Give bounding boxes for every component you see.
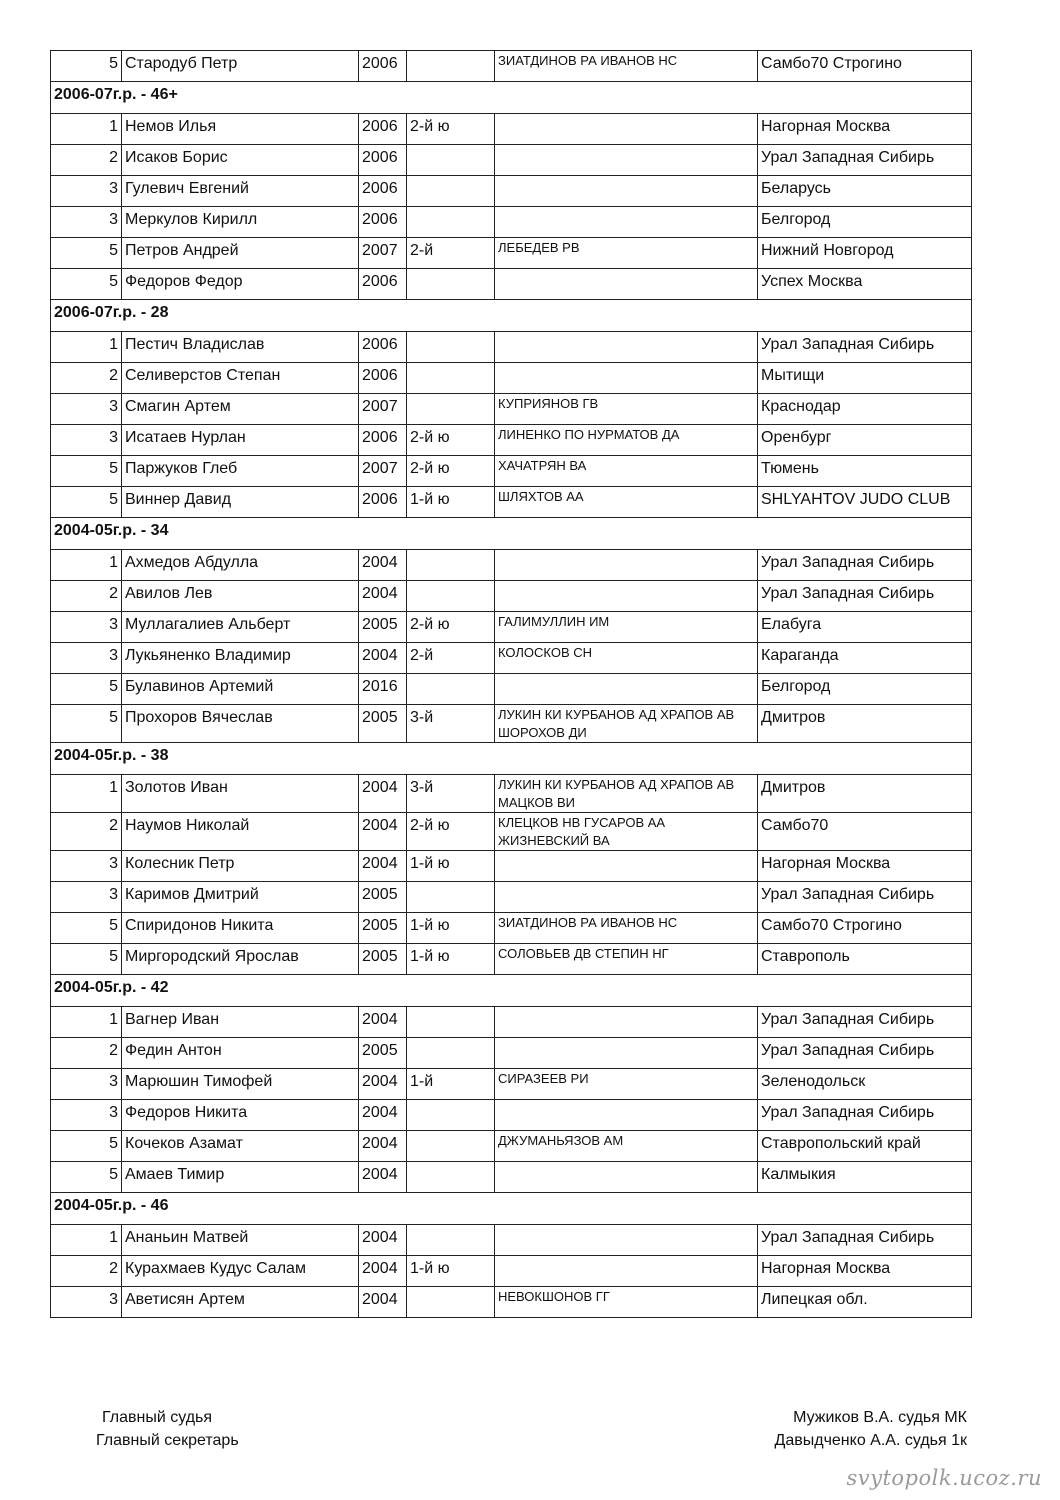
result-row xyxy=(51,207,972,238)
sport-rank-cell: 1-й xyxy=(407,1069,495,1100)
result-row xyxy=(51,851,972,882)
club-cell: Липецкая обл. xyxy=(758,1287,972,1318)
birth-year-cell: 2004 xyxy=(359,1287,407,1318)
coach-cell xyxy=(495,269,758,300)
coach-cell xyxy=(495,851,758,882)
place-cell: 3 xyxy=(51,882,122,913)
chief-secretary-label: Главный секретарь xyxy=(96,1432,239,1449)
athlete-name-cell: Спиридонов Никита xyxy=(122,913,359,944)
coach-cell xyxy=(495,1007,758,1038)
athlete-name-cell: Наумов Николай xyxy=(122,813,359,851)
sport-rank-cell: 2-й xyxy=(407,238,495,269)
athlete-name-cell: Вагнер Иван xyxy=(122,1007,359,1038)
athlete-name-cell: Авилов Лев xyxy=(122,581,359,612)
club-cell: Урал Западная Сибирь xyxy=(758,550,972,581)
athlete-name-cell: Гулевич Евгений xyxy=(122,176,359,207)
birth-year-cell: 2006 xyxy=(359,145,407,176)
sport-rank-cell xyxy=(407,1100,495,1131)
athlete-name-cell: Курахмаев Кудус Салам xyxy=(122,1256,359,1287)
athlete-name-cell: Исаков Борис xyxy=(122,145,359,176)
birth-year-cell: 2006 xyxy=(359,114,407,145)
place-cell: 1 xyxy=(51,332,122,363)
birth-year-cell: 2004 xyxy=(359,813,407,851)
weight-category-label: 2004-05г.р. - 42 xyxy=(51,975,972,1007)
athlete-name-cell: Паржуков Глеб xyxy=(122,456,359,487)
coach-cell xyxy=(495,176,758,207)
weight-category-label: 2004-05г.р. - 38 xyxy=(51,743,972,775)
club-cell: Ставропольский край xyxy=(758,1131,972,1162)
place-cell: 5 xyxy=(51,1131,122,1162)
sport-rank-cell: 2-й ю xyxy=(407,456,495,487)
club-cell: Караганда xyxy=(758,643,972,674)
result-row xyxy=(51,269,972,300)
athlete-name-cell: Федоров Никита xyxy=(122,1100,359,1131)
club-cell: Нагорная Москва xyxy=(758,1256,972,1287)
athlete-name-cell: Пестич Владислав xyxy=(122,332,359,363)
club-cell: Урал Западная Сибирь xyxy=(758,1225,972,1256)
weight-category-label: 2004-05г.р. - 34 xyxy=(51,518,972,550)
club-cell: Дмитров xyxy=(758,775,972,813)
club-cell: Урал Западная Сибирь xyxy=(758,882,972,913)
place-cell: 5 xyxy=(51,487,122,518)
result-row xyxy=(51,1100,972,1131)
birth-year-cell: 2006 xyxy=(359,51,407,82)
sport-rank-cell xyxy=(407,550,495,581)
result-row xyxy=(51,332,972,363)
coach-cell: СОЛОВЬЕВ ДВ СТЕПИН НГ xyxy=(495,944,758,975)
birth-year-cell: 2007 xyxy=(359,456,407,487)
club-cell: SHLYAHTOV JUDO CLUB xyxy=(758,487,972,518)
club-cell: Урал Западная Сибирь xyxy=(758,1100,972,1131)
sport-rank-cell xyxy=(407,1287,495,1318)
place-cell: 1 xyxy=(51,114,122,145)
coach-cell xyxy=(495,1038,758,1069)
athlete-name-cell: Булавинов Артемий xyxy=(122,674,359,705)
place-cell: 1 xyxy=(51,1225,122,1256)
coach-cell: СИРАЗЕЕВ РИ xyxy=(495,1069,758,1100)
result-row xyxy=(51,394,972,425)
club-cell: Зеленодольск xyxy=(758,1069,972,1100)
birth-year-cell: 2004 xyxy=(359,643,407,674)
result-row xyxy=(51,674,972,705)
sport-rank-cell xyxy=(407,1007,495,1038)
coach-cell xyxy=(495,114,758,145)
place-cell: 2 xyxy=(51,813,122,851)
club-cell: Ставрополь xyxy=(758,944,972,975)
coach-cell: ГАЛИМУЛЛИН ИМ xyxy=(495,612,758,643)
result-row xyxy=(51,1069,972,1100)
place-cell: 2 xyxy=(51,1038,122,1069)
club-cell: Урал Западная Сибирь xyxy=(758,581,972,612)
result-row xyxy=(51,363,972,394)
place-cell: 3 xyxy=(51,643,122,674)
coach-cell: КЛЕЦКОВ НВ ГУСАРОВ АА ЖИЗНЕВСКИЙ ВА xyxy=(495,813,758,851)
birth-year-cell: 2004 xyxy=(359,1162,407,1193)
sport-rank-cell: 3-й xyxy=(407,775,495,813)
weight-category-row xyxy=(51,300,972,332)
athlete-name-cell: Муллагалиев Альберт xyxy=(122,612,359,643)
sport-rank-cell xyxy=(407,1162,495,1193)
birth-year-cell: 2016 xyxy=(359,674,407,705)
site-watermark: svytopolk.ucoz.ru xyxy=(846,1466,1042,1490)
athlete-name-cell: Федин Антон xyxy=(122,1038,359,1069)
place-cell: 5 xyxy=(51,705,122,743)
place-cell: 3 xyxy=(51,394,122,425)
club-cell: Урал Западная Сибирь xyxy=(758,332,972,363)
result-row xyxy=(51,1131,972,1162)
birth-year-cell: 2004 xyxy=(359,581,407,612)
athlete-name-cell: Федоров Федор xyxy=(122,269,359,300)
result-row xyxy=(51,1007,972,1038)
coach-cell: КУПРИЯНОВ ГВ xyxy=(495,394,758,425)
sport-rank-cell xyxy=(407,674,495,705)
coach-cell xyxy=(495,1256,758,1287)
coach-cell: ШЛЯХТОВ АА xyxy=(495,487,758,518)
place-cell: 5 xyxy=(51,456,122,487)
athlete-name-cell: Селиверстов Степан xyxy=(122,363,359,394)
birth-year-cell: 2006 xyxy=(359,487,407,518)
athlete-name-cell: Амаев Тимир xyxy=(122,1162,359,1193)
sport-rank-cell xyxy=(407,176,495,207)
coach-cell: ДЖУМАНЬЯЗОВ АМ xyxy=(495,1131,758,1162)
place-cell: 2 xyxy=(51,581,122,612)
sport-rank-cell xyxy=(407,581,495,612)
place-cell: 3 xyxy=(51,612,122,643)
sport-rank-cell: 1-й ю xyxy=(407,1256,495,1287)
birth-year-cell: 2005 xyxy=(359,913,407,944)
weight-category-label: 2006-07г.р. - 46+ xyxy=(51,82,972,114)
birth-year-cell: 2004 xyxy=(359,1007,407,1038)
place-cell: 3 xyxy=(51,1069,122,1100)
weight-category-row xyxy=(51,975,972,1007)
club-cell: Елабуга xyxy=(758,612,972,643)
weight-category-row xyxy=(51,743,972,775)
place-cell: 5 xyxy=(51,51,122,82)
athlete-name-cell: Ахмедов Абдулла xyxy=(122,550,359,581)
sport-rank-cell: 2-й ю xyxy=(407,425,495,456)
birth-year-cell: 2004 xyxy=(359,851,407,882)
coach-cell xyxy=(495,581,758,612)
athlete-name-cell: Миргородский Ярослав xyxy=(122,944,359,975)
place-cell: 1 xyxy=(51,775,122,813)
result-row xyxy=(51,550,972,581)
weight-category-row xyxy=(51,518,972,550)
birth-year-cell: 2005 xyxy=(359,612,407,643)
coach-cell xyxy=(495,1100,758,1131)
sport-rank-cell xyxy=(407,882,495,913)
result-row xyxy=(51,238,972,269)
weight-category-label: 2006-07г.р. - 28 xyxy=(51,300,972,332)
club-cell: Тюмень xyxy=(758,456,972,487)
result-row xyxy=(51,1162,972,1193)
place-cell: 5 xyxy=(51,913,122,944)
athlete-name-cell: Петров Андрей xyxy=(122,238,359,269)
club-cell: Краснодар xyxy=(758,394,972,425)
birth-year-cell: 2006 xyxy=(359,176,407,207)
birth-year-cell: 2007 xyxy=(359,238,407,269)
athlete-name-cell: Прохоров Вячеслав xyxy=(122,705,359,743)
athlete-name-cell: Меркулов Кирилл xyxy=(122,207,359,238)
athlete-name-cell: Немов Илья xyxy=(122,114,359,145)
sport-rank-cell: 2-й ю xyxy=(407,612,495,643)
sport-rank-cell: 1-й ю xyxy=(407,851,495,882)
club-cell: Дмитров xyxy=(758,705,972,743)
club-cell: Урал Западная Сибирь xyxy=(758,1038,972,1069)
club-cell: Самбо70 Строгино xyxy=(758,51,972,82)
coach-cell xyxy=(495,882,758,913)
coach-cell: ЛИНЕНКО ПО НУРМАТОВ ДА xyxy=(495,425,758,456)
result-row xyxy=(51,425,972,456)
sport-rank-cell xyxy=(407,332,495,363)
club-cell: Оренбург xyxy=(758,425,972,456)
club-cell: Белгород xyxy=(758,674,972,705)
result-row xyxy=(51,1225,972,1256)
birth-year-cell: 2004 xyxy=(359,1225,407,1256)
birth-year-cell: 2004 xyxy=(359,1069,407,1100)
result-row xyxy=(51,1256,972,1287)
athlete-name-cell: Исатаев Нурлан xyxy=(122,425,359,456)
place-cell: 3 xyxy=(51,1100,122,1131)
coach-cell: ЛУКИН КИ КУРБАНОВ АД ХРАПОВ АВ МАЦКОВ ВИ xyxy=(495,775,758,813)
place-cell: 3 xyxy=(51,851,122,882)
place-cell: 3 xyxy=(51,1287,122,1318)
sport-rank-cell: 2-й xyxy=(407,643,495,674)
birth-year-cell: 2006 xyxy=(359,269,407,300)
result-row xyxy=(51,705,972,743)
club-cell: Беларусь xyxy=(758,176,972,207)
results-table xyxy=(50,50,972,1318)
weight-category-label: 2004-05г.р. - 46 xyxy=(51,1193,972,1225)
coach-cell: ЗИАТДИНОВ РА ИВАНОВ НС xyxy=(495,913,758,944)
sport-rank-cell xyxy=(407,51,495,82)
birth-year-cell: 2006 xyxy=(359,425,407,456)
coach-cell xyxy=(495,550,758,581)
athlete-name-cell: Каримов Дмитрий xyxy=(122,882,359,913)
result-row xyxy=(51,456,972,487)
sport-rank-cell: 1-й ю xyxy=(407,913,495,944)
result-row xyxy=(51,913,972,944)
club-cell: Урал Западная Сибирь xyxy=(758,1007,972,1038)
sport-rank-cell xyxy=(407,145,495,176)
place-cell: 2 xyxy=(51,363,122,394)
result-row xyxy=(51,114,972,145)
result-row xyxy=(51,145,972,176)
club-cell: Калмыкия xyxy=(758,1162,972,1193)
place-cell: 5 xyxy=(51,944,122,975)
chief-secretary-name: Давыдченко А.А. судья 1к xyxy=(774,1432,967,1449)
result-row xyxy=(51,813,972,851)
result-row xyxy=(51,1038,972,1069)
coach-cell: ХАЧАТРЯН ВА xyxy=(495,456,758,487)
birth-year-cell: 2004 xyxy=(359,1256,407,1287)
result-row xyxy=(51,775,972,813)
result-row xyxy=(51,882,972,913)
sport-rank-cell: 1-й ю xyxy=(407,944,495,975)
coach-cell: ЗИАТДИНОВ РА ИВАНОВ НС xyxy=(495,51,758,82)
place-cell: 5 xyxy=(51,674,122,705)
coach-cell: КОЛОСКОВ СН xyxy=(495,643,758,674)
club-cell: Нижний Новгород xyxy=(758,238,972,269)
weight-category-row xyxy=(51,82,972,114)
coach-cell xyxy=(495,145,758,176)
birth-year-cell: 2004 xyxy=(359,550,407,581)
birth-year-cell: 2005 xyxy=(359,944,407,975)
sport-rank-cell xyxy=(407,394,495,425)
place-cell: 3 xyxy=(51,425,122,456)
result-row xyxy=(51,1287,972,1318)
athlete-name-cell: Марюшин Тимофей xyxy=(122,1069,359,1100)
result-row xyxy=(51,581,972,612)
sport-rank-cell xyxy=(407,1225,495,1256)
results-table-body xyxy=(51,51,972,1318)
result-row xyxy=(51,51,972,82)
chief-judge-name: Мужиков В.А. судья МК xyxy=(793,1409,967,1426)
sport-rank-cell xyxy=(407,363,495,394)
place-cell: 2 xyxy=(51,145,122,176)
birth-year-cell: 2005 xyxy=(359,705,407,743)
birth-year-cell: 2006 xyxy=(359,207,407,238)
weight-category-row xyxy=(51,1193,972,1225)
coach-cell xyxy=(495,1162,758,1193)
coach-cell xyxy=(495,332,758,363)
place-cell: 5 xyxy=(51,1162,122,1193)
result-row xyxy=(51,944,972,975)
coach-cell xyxy=(495,674,758,705)
club-cell: Успех Москва xyxy=(758,269,972,300)
coach-cell xyxy=(495,207,758,238)
place-cell: 3 xyxy=(51,207,122,238)
athlete-name-cell: Колесник Петр xyxy=(122,851,359,882)
coach-cell: НЕВОКШОНОВ ГГ xyxy=(495,1287,758,1318)
sport-rank-cell xyxy=(407,1131,495,1162)
result-row xyxy=(51,612,972,643)
result-row xyxy=(51,643,972,674)
coach-cell xyxy=(495,1225,758,1256)
athlete-name-cell: Лукьяненко Владимир xyxy=(122,643,359,674)
club-cell: Самбо70 xyxy=(758,813,972,851)
sport-rank-cell xyxy=(407,1038,495,1069)
result-row xyxy=(51,487,972,518)
club-cell: Самбо70 Строгино xyxy=(758,913,972,944)
sport-rank-cell: 3-й xyxy=(407,705,495,743)
birth-year-cell: 2005 xyxy=(359,1038,407,1069)
sport-rank-cell: 1-й ю xyxy=(407,487,495,518)
sport-rank-cell: 2-й ю xyxy=(407,114,495,145)
athlete-name-cell: Ананьин Матвей xyxy=(122,1225,359,1256)
athlete-name-cell: Кочеков Азамат xyxy=(122,1131,359,1162)
birth-year-cell: 2006 xyxy=(359,363,407,394)
athlete-name-cell: Смагин Артем xyxy=(122,394,359,425)
sport-rank-cell: 2-й ю xyxy=(407,813,495,851)
place-cell: 5 xyxy=(51,269,122,300)
birth-year-cell: 2005 xyxy=(359,882,407,913)
place-cell: 2 xyxy=(51,1256,122,1287)
athlete-name-cell: Виннер Давид xyxy=(122,487,359,518)
birth-year-cell: 2004 xyxy=(359,1100,407,1131)
result-row xyxy=(51,176,972,207)
birth-year-cell: 2004 xyxy=(359,1131,407,1162)
place-cell: 3 xyxy=(51,176,122,207)
sport-rank-cell xyxy=(407,269,495,300)
chief-judge-label: Главный судья xyxy=(102,1409,213,1426)
athlete-name-cell: Золотов Иван xyxy=(122,775,359,813)
place-cell: 5 xyxy=(51,238,122,269)
birth-year-cell: 2007 xyxy=(359,394,407,425)
athlete-name-cell: Аветисян Артем xyxy=(122,1287,359,1318)
coach-cell: ЛУКИН КИ КУРБАНОВ АД ХРАПОВ АВ ШОРОХОВ ДИ xyxy=(495,705,758,743)
club-cell: Нагорная Москва xyxy=(758,851,972,882)
club-cell: Белгород xyxy=(758,207,972,238)
place-cell: 1 xyxy=(51,550,122,581)
place-cell: 1 xyxy=(51,1007,122,1038)
athlete-name-cell: Стародуб Петр xyxy=(122,51,359,82)
club-cell: Мытищи xyxy=(758,363,972,394)
club-cell: Нагорная Москва xyxy=(758,114,972,145)
birth-year-cell: 2004 xyxy=(359,775,407,813)
coach-cell: ЛЕБЕДЕВ РВ xyxy=(495,238,758,269)
coach-cell xyxy=(495,363,758,394)
sport-rank-cell xyxy=(407,207,495,238)
birth-year-cell: 2006 xyxy=(359,332,407,363)
club-cell: Урал Западная Сибирь xyxy=(758,145,972,176)
